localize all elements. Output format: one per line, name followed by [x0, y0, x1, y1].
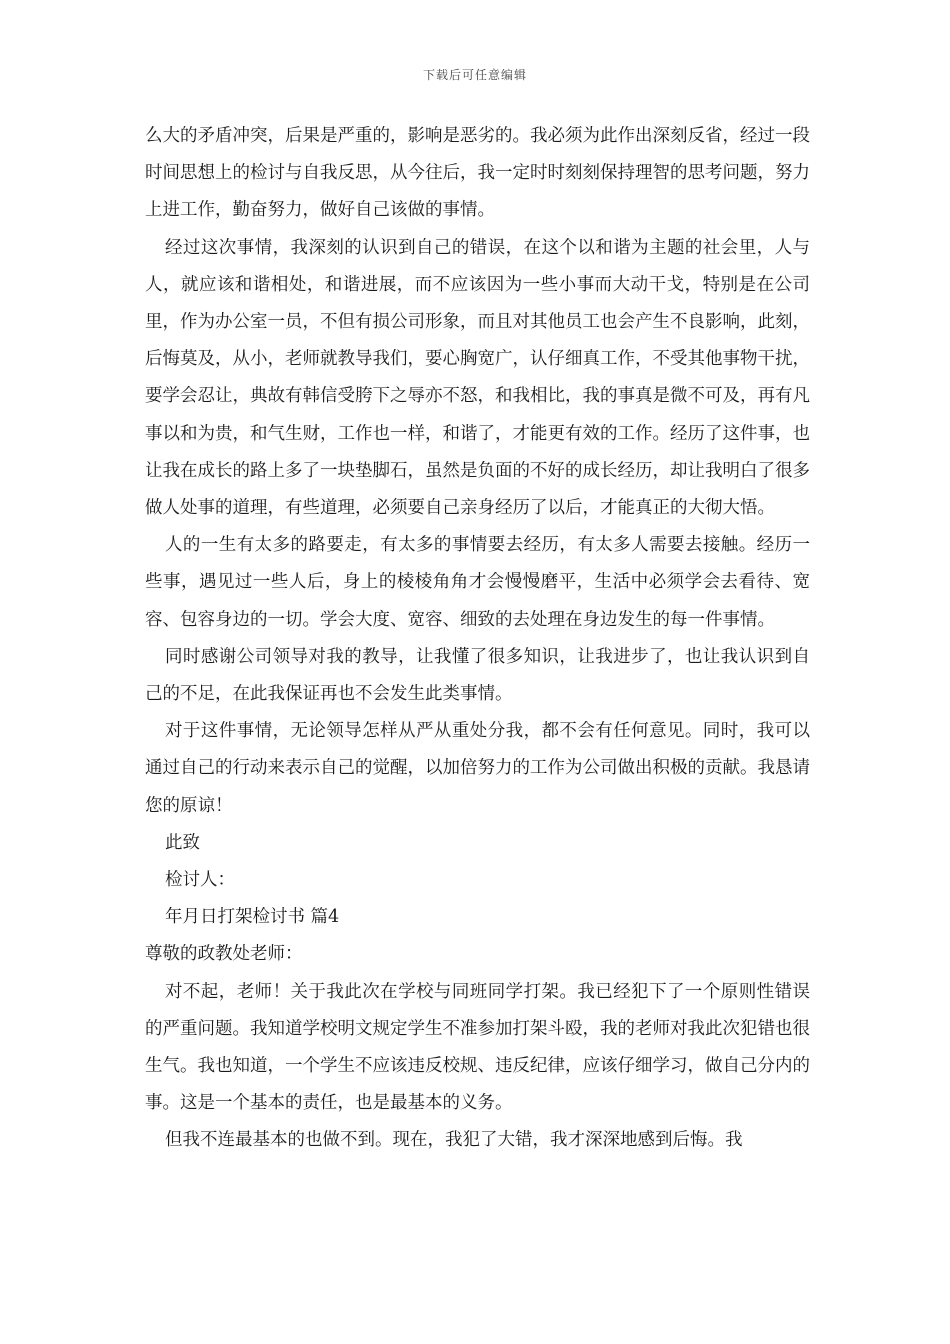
- paragraph-thanks: 同时感谢公司领导对我的教导，让我懂了很多知识，让我进步了，也让我认识到自己的不足，在此我保证再也不会发生此类事情。: [145, 646, 810, 705]
- page-header: 下载后可任意编辑: [422, 68, 527, 82]
- paragraph-apology: 对不起，老师！关于我此次在学校与同班同学打架。我已经犯下了一个原则性错误的严重问题。我知道学校明文规定学生不准参加打架斗殴，我的老师对我此次犯错也很生气。我也知道，一个学生不应该违反校规、违反纪律，应该仔细学习，做自己分内的事。这是一个基本的责任，也是最基本的义务。: [145, 981, 810, 1114]
- paragraph-life-lesson: 人的一生有太多的路要走，有太多的事情要去经历，有太多人需要去接触。经历一些事，遇见过一些人后，身上的棱棱角角才会慢慢磨平，生活中必须学会去看待、宽容、包容身边的一切。学会大度、宽容、细致的去处理在身边发生的每一件事情。: [145, 535, 810, 630]
- paragraph-acceptance: 对于这件事情，无论领导怎样从严从重处分我，都不会有任何意见。同时，我可以通过自己的行动来表示自己的觉醒，以加倍努力的工作为公司做出积极的贡献。我恳请您的原谅！: [145, 721, 810, 816]
- document-body: [145, 118, 810, 1160]
- paragraph-continuation: 么大的矛盾冲突，后果是严重的，影响是恶劣的。我必须为此作出深刻反省，经过一段时间思想上的检讨与自我反思，从今往后，我一定时时刻刻保持理智的思考问题，努力上进工作，勤奋努力，做好自己该做的事情。: [145, 126, 810, 221]
- letter-greeting: 尊敬的政教处老师：: [145, 944, 303, 965]
- paragraph-regret: 但我不连最基本的也做不到。现在，我犯了大错，我才深深地感到后悔。我: [165, 1130, 743, 1151]
- closing-salutation: 此致: [165, 832, 200, 853]
- section-title: 年月日打架检讨书 篇4: [165, 907, 340, 928]
- signature-line: 检讨人：: [165, 870, 235, 891]
- paragraph-reflection: 经过这次事情，我深刻的认识到自己的错误，在这个以和谐为主题的社会里，人与人，就应该和谐相处，和谐进展，而不应该因为一些小事而大动干戈，特别是在公司里，作为办公室一员，不但有损公司形象，而且对其他员工也会产生不良影响，此刻，后悔莫及，从小，老师就教导我们，要心胸宽广，认仔细真工作，不受其他事物干扰，要学会忍让，典故有韩信受胯下之辱亦不怒，和我相比，我的事真是微不可及，再有凡事以和为贵，和气生财，工作也一样，和谐了，才能更有效的工作。经历了这件事，也让我在成长的路上多了一块垫脚石，虽然是负面的不好的成长经历，却让我明白了很多做人处事的道理，有些道理，必须要自己亲身经历了以后，才能真正的大彻大悟。: [145, 237, 810, 519]
